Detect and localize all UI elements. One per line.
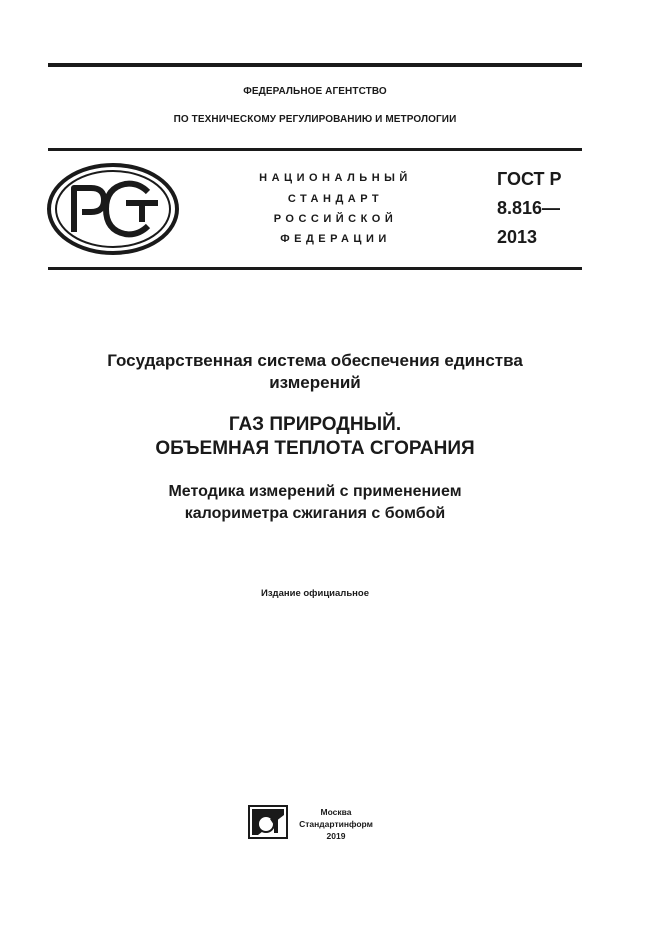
top-rule <box>48 63 582 67</box>
agency-line-1: ФЕДЕРАЛЬНОЕ АГЕНТСТВО <box>243 86 387 97</box>
designation-line-1: ГОСТ Р <box>497 169 562 189</box>
header-rule <box>48 148 582 151</box>
main-title-line-1: ГАЗ ПРИРОДНЫЙ. <box>228 414 402 435</box>
standartinform-logo-icon <box>248 805 288 839</box>
series-title-line-2: измерений <box>269 373 361 392</box>
national-standard-line-1: НАЦИОНАЛЬНЫЙ <box>259 172 412 184</box>
bottom-header-rule <box>48 267 582 270</box>
edition-label: Издание официальное <box>261 588 369 599</box>
designation-line-2: 8.816— <box>497 198 561 218</box>
series-title-line-1: Государственная система обеспечения единства <box>107 351 523 370</box>
national-standard-line-3: РОССИЙСКОЙ <box>273 213 398 225</box>
national-standard-line-4: ФЕДЕРАЦИИ <box>280 233 391 245</box>
publisher-name: Стандартинформ <box>299 819 373 829</box>
agency-line-2: ПО ТЕХНИЧЕСКОМУ РЕГУЛИРОВАНИЮ И МЕТРОЛОГИИ <box>173 114 457 125</box>
rst-certification-mark-icon <box>46 162 180 256</box>
publisher-info <box>296 806 376 842</box>
series-title <box>48 350 582 394</box>
main-title <box>48 413 582 461</box>
publisher-year: 2019 <box>326 831 346 841</box>
publisher-city: Москва <box>320 807 352 817</box>
national-standard-line-2: СТАНДАРТ <box>287 193 384 205</box>
subtitle <box>48 481 582 525</box>
main-title-line-2: ОБЪЕМНАЯ ТЕПЛОТА СГОРАНИЯ <box>155 438 475 459</box>
subtitle-line-1: Методика измерений с применением <box>168 483 462 500</box>
subtitle-line-2: калориметра сжигания с бомбой <box>184 505 446 522</box>
designation-line-3: 2013 <box>497 227 538 247</box>
